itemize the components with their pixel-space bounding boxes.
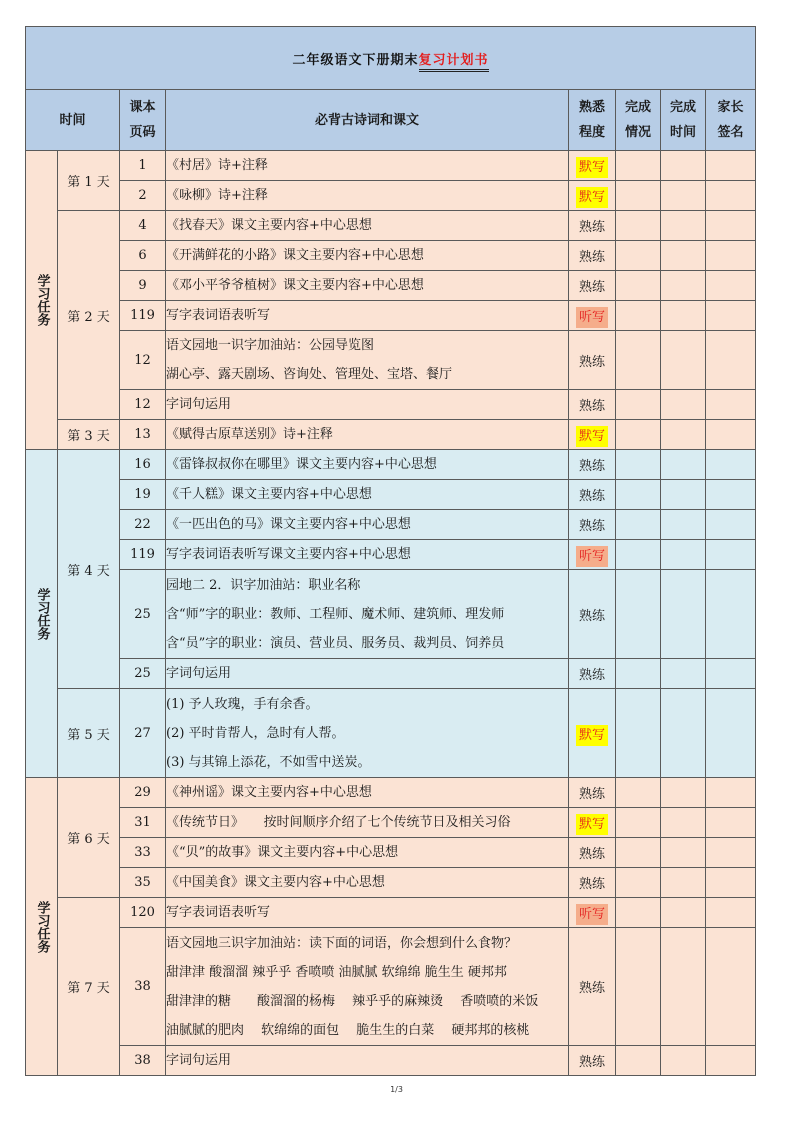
- task-content: [166, 241, 569, 271]
- task-content-line: (3) 与其锦上添花，不如雪中送炭。: [166, 754, 371, 770]
- page-number: 25: [120, 570, 166, 659]
- parent-signature-cell[interactable]: [706, 211, 756, 241]
- familiarity-badge: 听写: [576, 546, 608, 567]
- task-content-line: (1) 予人玫瑰，手有余香。: [166, 696, 319, 712]
- status-cell[interactable]: [616, 928, 661, 1046]
- status-cell[interactable]: [616, 808, 661, 838]
- page-number: 6: [120, 241, 166, 271]
- page-number: 27: [120, 689, 166, 778]
- parent-signature-cell[interactable]: [706, 420, 756, 450]
- task-content-line: 含“师”字的职业：教师、工程师、魔术师、建筑师、理发师: [166, 606, 505, 622]
- day-label: 第 3 天: [58, 420, 120, 450]
- plan-body: [26, 151, 756, 1076]
- status-cell[interactable]: [616, 659, 661, 689]
- finish-time-cell[interactable]: [661, 420, 706, 450]
- task-content-line: 《开满鲜花的小路》课文主要内容+中心思想: [166, 248, 424, 263]
- page-number: 19: [120, 480, 166, 510]
- finish-time-cell[interactable]: [661, 390, 706, 420]
- header-parent-signature: [706, 90, 756, 151]
- header-parent-line: 家长: [717, 100, 744, 115]
- day-label: 第 7 天: [58, 898, 120, 1076]
- finish-time-cell[interactable]: [661, 301, 706, 331]
- finish-time-cell[interactable]: [661, 331, 706, 390]
- familiarity-cell: [569, 331, 616, 390]
- task-content-line: 语文园地三识字加油站：读下面的词语，你会想到什么食物？: [166, 935, 518, 951]
- familiarity-cell: [569, 808, 616, 838]
- task-content-line: (2) 平时肯帮人，急时有人帮。: [166, 725, 345, 741]
- task-content: [166, 868, 569, 898]
- table-row: [26, 181, 756, 211]
- familiarity-cell: [569, 271, 616, 301]
- task-content: [166, 808, 569, 838]
- parent-signature-cell[interactable]: [706, 898, 756, 928]
- task-content: [166, 838, 569, 868]
- task-content: [166, 450, 569, 480]
- familiarity-cell: [569, 838, 616, 868]
- familiarity-cell: [569, 211, 616, 241]
- finish-time-cell[interactable]: [661, 211, 706, 241]
- page-number: 120: [120, 898, 166, 928]
- task-content-line: 含“员”字的职业：演员、营业员、服务员、裁判员、饲养员: [166, 635, 505, 651]
- table-row: [26, 928, 756, 1046]
- page-number: 25: [120, 659, 166, 689]
- page-number: 29: [120, 778, 166, 808]
- task-content: [166, 1046, 569, 1076]
- task-content-line: 字词句运用: [166, 397, 232, 412]
- finish-time-cell[interactable]: [661, 689, 706, 778]
- table-row: [26, 808, 756, 838]
- table-row: [26, 510, 756, 540]
- parent-signature-cell[interactable]: [706, 271, 756, 301]
- task-content-line: 字词句运用: [166, 666, 232, 681]
- task-content: [166, 181, 569, 211]
- table-row: [26, 420, 756, 450]
- task-content-line: 写字表词语表听写: [166, 905, 271, 920]
- status-cell[interactable]: [616, 181, 661, 211]
- page-number: 12: [120, 390, 166, 420]
- parent-signature-cell[interactable]: [706, 659, 756, 689]
- header-finish-time-line: 时间: [669, 125, 696, 140]
- review-plan-table: [25, 26, 756, 1076]
- status-cell[interactable]: [616, 211, 661, 241]
- finish-time-cell[interactable]: [661, 928, 706, 1046]
- familiarity-badge: 熟练: [578, 489, 605, 504]
- task-content-line: 《邓小平爷爷植树》课文主要内容+中心思想: [166, 278, 424, 293]
- parent-signature-cell[interactable]: [706, 689, 756, 778]
- familiarity-badge: 熟练: [578, 668, 605, 683]
- table-row: [26, 390, 756, 420]
- familiarity-badge: 熟练: [578, 399, 605, 414]
- table-row: [26, 868, 756, 898]
- task-content-line: 字词句运用: [166, 1053, 232, 1068]
- finish-time-cell[interactable]: [661, 241, 706, 271]
- header-content: 必背古诗词和课文: [166, 90, 569, 151]
- finish-time-cell[interactable]: [661, 450, 706, 480]
- status-cell[interactable]: [616, 331, 661, 390]
- task-content-line: 油腻腻的肥肉 软绵绵的面包 脆生生的白菜 硬邦邦的核桃: [166, 1022, 530, 1038]
- task-content: [166, 480, 569, 510]
- familiarity-cell: [569, 241, 616, 271]
- header-page-line: 页码: [129, 125, 156, 140]
- page-title: [26, 27, 756, 90]
- table-row: [26, 689, 756, 778]
- task-content-line: 《“贝”的故事》课文主要内容+中心思想: [166, 845, 399, 860]
- page-number: 31: [120, 808, 166, 838]
- familiarity-badge: 熟练: [578, 250, 605, 265]
- finish-time-cell[interactable]: [661, 271, 706, 301]
- task-content: [166, 689, 569, 778]
- parent-signature-cell[interactable]: [706, 181, 756, 211]
- familiarity-cell: [569, 510, 616, 540]
- task-content-line: 《找春天》课文主要内容+中心思想: [166, 218, 372, 233]
- status-cell[interactable]: [616, 301, 661, 331]
- table-row: [26, 151, 756, 181]
- header-familiarity-line: 熟悉: [578, 100, 605, 115]
- table-row: [26, 301, 756, 331]
- parent-signature-cell[interactable]: [706, 778, 756, 808]
- page-number: 1: [120, 151, 166, 181]
- page-indicator: 1/3: [390, 1085, 403, 1094]
- familiarity-badge: 熟练: [578, 280, 605, 295]
- task-content: [166, 151, 569, 181]
- page-number: 2: [120, 181, 166, 211]
- parent-signature-cell[interactable]: [706, 838, 756, 868]
- status-cell[interactable]: [616, 151, 661, 181]
- familiarity-badge: 熟练: [578, 220, 605, 235]
- table-row: [26, 540, 756, 570]
- section-label: [26, 778, 58, 1076]
- task-content-line: 《千人糕》课文主要内容+中心思想: [166, 487, 372, 502]
- task-content-line: 湖心亭、露天剧场、咨询处、管理处、宝塔、餐厅: [166, 367, 453, 382]
- finish-time-cell[interactable]: [661, 898, 706, 928]
- header-status-line: 完成: [624, 100, 651, 115]
- status-cell[interactable]: [616, 420, 661, 450]
- day-label: 第 5 天: [58, 689, 120, 778]
- familiarity-cell: [569, 301, 616, 331]
- familiarity-badge: 熟练: [578, 519, 605, 534]
- finish-time-cell[interactable]: [661, 480, 706, 510]
- parent-signature-cell[interactable]: [706, 928, 756, 1046]
- page-number: 12: [120, 331, 166, 390]
- parent-signature-cell[interactable]: [706, 241, 756, 271]
- parent-signature-cell[interactable]: [706, 868, 756, 898]
- header-familiarity: [569, 90, 616, 151]
- task-content: [166, 301, 569, 331]
- status-cell[interactable]: [616, 898, 661, 928]
- familiarity-cell: [569, 868, 616, 898]
- status-cell[interactable]: [616, 271, 661, 301]
- familiarity-badge: 听写: [576, 904, 608, 925]
- section-label: [26, 151, 58, 450]
- section-label: [26, 450, 58, 778]
- finish-time-cell[interactable]: [661, 778, 706, 808]
- task-content-line: 《传统节日》 按时间顺序介绍了七个传统节日及相关习俗: [166, 815, 511, 830]
- task-content-line: 甜津津 酸溜溜 辣乎乎 香喷喷 油腻腻 软绵绵 脆生生 硬邦邦: [166, 964, 507, 980]
- familiarity-badge: 熟练: [578, 459, 605, 474]
- task-content: [166, 331, 569, 390]
- familiarity-cell: [569, 480, 616, 510]
- task-content: [166, 420, 569, 450]
- status-cell[interactable]: [616, 570, 661, 659]
- task-content: [166, 271, 569, 301]
- task-content-line: 《赋得古原草送别》诗+注释: [166, 427, 333, 442]
- task-content: [166, 211, 569, 241]
- page-number: 119: [120, 301, 166, 331]
- parent-signature-cell[interactable]: [706, 1046, 756, 1076]
- familiarity-badge: 熟练: [578, 877, 605, 892]
- finish-time-cell[interactable]: [661, 510, 706, 540]
- page-number: 38: [120, 1046, 166, 1076]
- day-label: 第 4 天: [58, 450, 120, 689]
- table-row: [26, 331, 756, 390]
- task-content-line: 《中国美食》课文主要内容+中心思想: [166, 875, 385, 890]
- task-content: [166, 570, 569, 659]
- finish-time-cell[interactable]: [661, 540, 706, 570]
- task-content-line: 园地二 2．识字加油站：职业名称: [166, 577, 361, 593]
- familiarity-cell: [569, 420, 616, 450]
- familiarity-cell: [569, 390, 616, 420]
- page-number: 33: [120, 838, 166, 868]
- parent-signature-cell[interactable]: [706, 450, 756, 480]
- page-number: 119: [120, 540, 166, 570]
- task-content-line: 《咏柳》诗+注释: [166, 188, 268, 203]
- task-content: [166, 510, 569, 540]
- familiarity-cell: [569, 181, 616, 211]
- header-time: 时间: [26, 90, 120, 151]
- task-content: [166, 778, 569, 808]
- familiarity-badge: 熟练: [578, 847, 605, 862]
- status-cell[interactable]: [616, 838, 661, 868]
- table-row: [26, 450, 756, 480]
- task-content: [166, 540, 569, 570]
- finish-time-cell[interactable]: [661, 868, 706, 898]
- page-number: 4: [120, 211, 166, 241]
- familiarity-cell: [569, 928, 616, 1046]
- status-cell[interactable]: [616, 540, 661, 570]
- task-content-line: 写字表词语表听写课文主要内容+中心思想: [166, 547, 411, 562]
- status-cell[interactable]: [616, 390, 661, 420]
- status-cell[interactable]: [616, 1046, 661, 1076]
- parent-signature-cell[interactable]: [706, 390, 756, 420]
- familiarity-cell: [569, 540, 616, 570]
- table-row: [26, 480, 756, 510]
- familiarity-cell: [569, 1046, 616, 1076]
- parent-signature-cell[interactable]: [706, 510, 756, 540]
- table-row: [26, 241, 756, 271]
- familiarity-badge: 默写: [576, 187, 608, 208]
- header-status: [616, 90, 661, 151]
- familiarity-badge: 熟练: [578, 981, 605, 996]
- header-page-line: 课本: [129, 100, 156, 115]
- task-content-line: 《神州谣》课文主要内容+中心思想: [166, 785, 372, 800]
- status-cell[interactable]: [616, 241, 661, 271]
- parent-signature-cell[interactable]: [706, 301, 756, 331]
- title-highlight: 复习计划书: [419, 53, 489, 72]
- task-content-line: 甜津津的糖 酸溜溜的杨梅 辣乎乎的麻辣烫 香喷喷的米饭: [166, 993, 539, 1009]
- status-cell[interactable]: [616, 689, 661, 778]
- familiarity-cell: [569, 689, 616, 778]
- familiarity-badge: 默写: [576, 157, 608, 178]
- page-number: 9: [120, 271, 166, 301]
- familiarity-cell: [569, 450, 616, 480]
- status-cell[interactable]: [616, 450, 661, 480]
- familiarity-badge: 默写: [576, 426, 608, 447]
- header-finish-time: [661, 90, 706, 151]
- status-cell[interactable]: [616, 480, 661, 510]
- task-content: [166, 898, 569, 928]
- finish-time-cell[interactable]: [661, 808, 706, 838]
- section-label-text: 学习任务: [34, 587, 50, 640]
- finish-time-cell[interactable]: [661, 570, 706, 659]
- header-page: [120, 90, 166, 151]
- parent-signature-cell[interactable]: [706, 331, 756, 390]
- day-label: 第 1 天: [58, 151, 120, 211]
- finish-time-cell[interactable]: [661, 151, 706, 181]
- page-number: 38: [120, 928, 166, 1046]
- finish-time-cell[interactable]: [661, 181, 706, 211]
- day-label: 第 2 天: [58, 211, 120, 420]
- parent-signature-cell[interactable]: [706, 540, 756, 570]
- task-content-line: 《雷锋叔叔你在哪里》课文主要内容+中心思想: [166, 457, 437, 472]
- parent-signature-cell[interactable]: [706, 151, 756, 181]
- finish-time-cell[interactable]: [661, 659, 706, 689]
- task-content: [166, 390, 569, 420]
- task-content: [166, 659, 569, 689]
- page-number: 13: [120, 420, 166, 450]
- header-parent-line: 签名: [717, 125, 744, 140]
- table-row: [26, 211, 756, 241]
- parent-signature-cell[interactable]: [706, 570, 756, 659]
- header-familiarity-line: 程度: [578, 125, 605, 140]
- section-label-text: 学习任务: [34, 274, 50, 326]
- familiarity-cell: [569, 659, 616, 689]
- title-main: 二年级语文下册期末: [292, 52, 419, 68]
- header-status-line: 情况: [624, 125, 651, 140]
- status-cell[interactable]: [616, 510, 661, 540]
- page-number: 16: [120, 450, 166, 480]
- finish-time-cell[interactable]: [661, 1046, 706, 1076]
- table-row: [26, 778, 756, 808]
- familiarity-badge: 默写: [576, 814, 608, 835]
- task-content-line: 《村居》诗+注释: [166, 158, 268, 173]
- familiarity-cell: [569, 570, 616, 659]
- table-row: [26, 271, 756, 301]
- familiarity-badge: 熟练: [578, 608, 605, 624]
- status-cell[interactable]: [616, 868, 661, 898]
- parent-signature-cell[interactable]: [706, 808, 756, 838]
- table-row: [26, 1046, 756, 1076]
- task-content-line: 写字表词语表听写: [166, 308, 271, 323]
- section-label-text: 学习任务: [34, 900, 50, 953]
- familiarity-badge: 听写: [576, 307, 608, 328]
- table-row: [26, 838, 756, 868]
- task-content-line: 语文园地一识字加油站：公园导览图: [166, 338, 375, 353]
- parent-signature-cell[interactable]: [706, 480, 756, 510]
- familiarity-badge: 熟练: [578, 354, 605, 370]
- page-number: 22: [120, 510, 166, 540]
- header-finish-time-line: 完成: [669, 100, 696, 115]
- familiarity-cell: [569, 778, 616, 808]
- table-row: [26, 570, 756, 659]
- familiarity-cell: [569, 151, 616, 181]
- familiarity-badge: 熟练: [578, 787, 605, 802]
- table-row: [26, 659, 756, 689]
- page-number: 35: [120, 868, 166, 898]
- task-content: [166, 928, 569, 1046]
- task-content-line: 《一匹出色的马》课文主要内容+中心思想: [166, 517, 411, 532]
- familiarity-cell: [569, 898, 616, 928]
- familiarity-badge: 默写: [576, 725, 608, 746]
- status-cell[interactable]: [616, 778, 661, 808]
- day-label: 第 6 天: [58, 778, 120, 898]
- familiarity-badge: 熟练: [578, 1055, 605, 1070]
- finish-time-cell[interactable]: [661, 838, 706, 868]
- table-row: [26, 898, 756, 928]
